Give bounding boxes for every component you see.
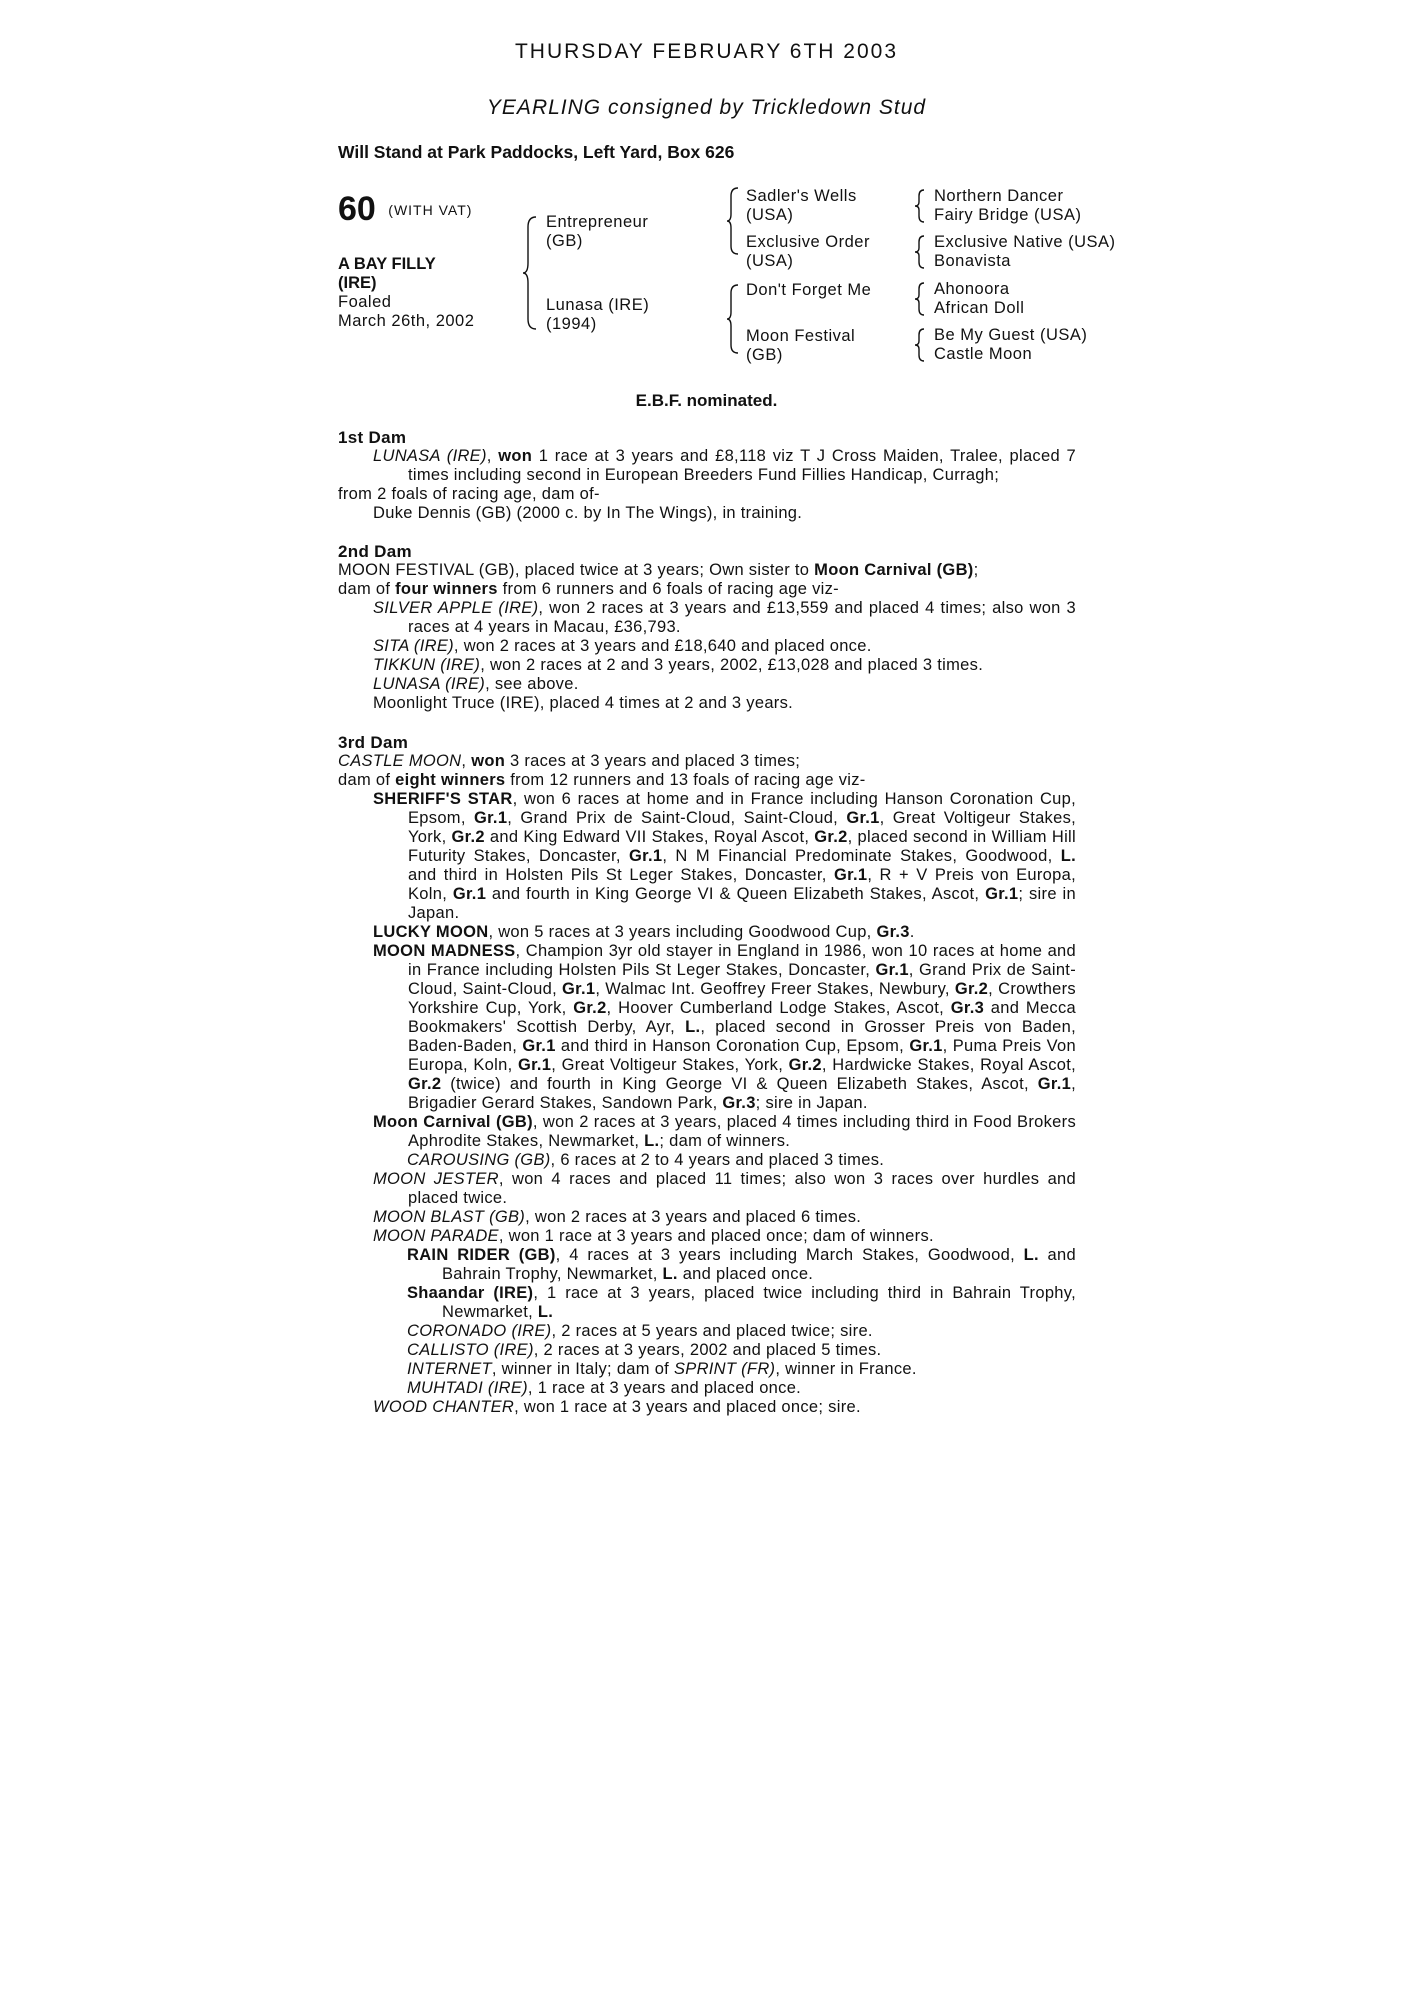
horse-name: LUNASA (IRE) bbox=[373, 447, 487, 465]
record-text: , 2 races at 3 years, 2002 and placed 5 times. bbox=[533, 1341, 882, 1359]
pedigree-brace-main bbox=[522, 215, 538, 331]
record-text: and King Edward VII Stakes, Royal Ascot, bbox=[484, 828, 815, 846]
grade: Gr.2 bbox=[408, 1075, 442, 1093]
produce-entry bbox=[338, 1284, 1076, 1322]
lot-number: 60 bbox=[338, 190, 376, 228]
record-text: ; sire in Japan. bbox=[755, 1094, 868, 1112]
pedigree-brace-sire bbox=[726, 186, 740, 256]
consignment-line: YEARLING consigned by Trickledown Stud bbox=[486, 96, 927, 119]
record-text: , won 2 races at 2 and 3 years, 2002, £13,028 and placed 3 times. bbox=[480, 656, 984, 674]
grade: Gr.1 bbox=[629, 847, 663, 865]
horse-name: SPRINT (FR) bbox=[673, 1360, 776, 1378]
horse-name: CALLISTO (IRE) bbox=[407, 1341, 534, 1359]
pedigree-dam bbox=[546, 296, 649, 334]
grade: L. bbox=[644, 1132, 660, 1150]
produce-entry bbox=[338, 1322, 1076, 1341]
grade: Gr.1 bbox=[517, 1056, 552, 1074]
horse-name-line2: (IRE) bbox=[338, 274, 377, 292]
produce-entry: Moonlight Truce (IRE), placed 4 times at 2 and 3 years. bbox=[373, 694, 794, 712]
record-text: dam of bbox=[338, 580, 396, 598]
record-text: , Hardwicke Stakes, Royal Ascot, bbox=[821, 1056, 1076, 1074]
foaled-date: March 26th, 2002 bbox=[338, 312, 475, 330]
record-text: , placed second in Grosser Preis von Baden, Baden-Baden, bbox=[408, 1018, 1076, 1055]
record-text: , Brigadier Gerard Stakes, Sandown Park, bbox=[408, 1075, 1076, 1112]
grade: L. bbox=[662, 1265, 678, 1283]
first-dam-foals: from 2 foals of racing age, dam of- bbox=[338, 485, 600, 503]
record-text: MOON FESTIVAL (GB), placed twice at 3 years; Own sister to bbox=[338, 561, 815, 579]
record-text: ; bbox=[973, 561, 979, 579]
pedigree-ggp-name: Exclusive Native (USA) bbox=[934, 233, 1116, 251]
record-text: , 4 races at 3 years including March Stakes, Goodwood, bbox=[555, 1246, 1024, 1264]
grade: L. bbox=[537, 1303, 554, 1321]
record-text: , won 2 races at 3 years, placed 4 times including third in Food Brokers Aphrodite Stakes, Newmarket, bbox=[408, 1113, 1076, 1150]
pedigree-dam-name: Lunasa (IRE) bbox=[546, 296, 650, 314]
horse-name: TIKKUN (IRE) bbox=[373, 656, 481, 674]
grade: Gr.3 bbox=[950, 999, 985, 1017]
horse-name: Moon Carnival (GB) bbox=[373, 1113, 533, 1131]
grade: Gr.3 bbox=[722, 1094, 756, 1112]
pedigree-sire-sire-name: Sadler's Wells bbox=[746, 187, 857, 205]
record-text: . bbox=[909, 923, 915, 941]
record-text: , won 4 races and placed 11 times; also won 3 races over hurdles and placed twice. bbox=[408, 1170, 1076, 1207]
horse-name-line1: A BAY FILLY bbox=[338, 255, 436, 273]
grade: Gr.3 bbox=[876, 923, 910, 941]
record-text: , 6 races at 2 to 4 years and placed 3 times. bbox=[550, 1151, 885, 1169]
pedigree-sire-sire bbox=[746, 187, 857, 225]
record-text: , won 1 race at 3 years and placed once; dam of winners. bbox=[498, 1227, 934, 1245]
horse-name: LUCKY MOON bbox=[373, 923, 489, 941]
horse-name: Shaandar (IRE) bbox=[407, 1284, 534, 1302]
record-text: , won 6 races at home and in France including Hanson Coronation Cup, Epsom, bbox=[408, 790, 1076, 827]
produce-entry bbox=[338, 942, 1076, 1113]
record-text: , won 2 races at 3 years and placed 6 times. bbox=[525, 1208, 862, 1226]
produce-entry bbox=[338, 790, 1076, 923]
first-dam-section bbox=[338, 428, 1076, 523]
grade: Gr.2 bbox=[573, 999, 607, 1017]
section-title: 3rd Dam bbox=[338, 733, 409, 752]
pedigree-ggp-name: Ahonoora bbox=[934, 280, 1010, 298]
pedigree-dam-sire-name: Don't Forget Me bbox=[746, 281, 872, 299]
record-text: , Champion 3yr old stayer in England in 1986, won 10 races at home and in France including Holsten Pils St Leger Stakes, Doncaster, bbox=[408, 942, 1076, 979]
produce-entry bbox=[338, 1379, 1076, 1398]
grade: Gr.1 bbox=[1037, 1075, 1072, 1093]
horse-name: MOON JESTER bbox=[373, 1170, 499, 1188]
pedigree-dam-dam-country: (GB) bbox=[746, 346, 783, 364]
horse-name: MOON MADNESS bbox=[373, 942, 516, 960]
produce-entry bbox=[338, 637, 1076, 656]
pedigree-brace-ggp4 bbox=[914, 327, 926, 363]
record-text: 3 races at 3 years and placed 3 times; bbox=[505, 752, 801, 770]
pedigree-brace-ggp1 bbox=[914, 188, 926, 224]
grade: Gr.1 bbox=[834, 866, 868, 884]
record-text: , winner in France. bbox=[775, 1360, 917, 1378]
horse-name: LUNASA (IRE) bbox=[373, 675, 486, 693]
horse-name: MUHTADI (IRE) bbox=[407, 1379, 528, 1397]
produce-entry bbox=[338, 675, 1076, 694]
sale-date: THURSDAY FEBRUARY 6TH 2003 bbox=[514, 40, 899, 63]
record-text: , N M Financial Predominate Stakes, Goodwood, bbox=[662, 847, 1061, 865]
record-text: and fourth in King George VI & Queen Elizabeth Stakes, Ascot, bbox=[486, 885, 986, 903]
grade: Gr.2 bbox=[451, 828, 485, 846]
produce-entry bbox=[338, 1113, 1076, 1151]
produce-entry bbox=[338, 1341, 1076, 1360]
record-text: , R + V Preis von Europa, Koln, bbox=[408, 866, 1077, 903]
record-text: , won 2 races at 3 years and £13,559 and placed 4 times; also won 3 races at 4 years in Macau, £36,793. bbox=[408, 599, 1077, 636]
grade: Gr.1 bbox=[909, 1037, 943, 1055]
pedigree-ggp-name: Northern Dancer bbox=[934, 187, 1064, 205]
pedigree-dam-dam-name: Moon Festival bbox=[746, 327, 856, 345]
won-label: won bbox=[471, 752, 506, 770]
grade: Gr.2 bbox=[814, 828, 848, 846]
record-text: ; dam of winners. bbox=[659, 1132, 791, 1150]
second-dam-dam-of bbox=[338, 580, 1076, 599]
horse-name: WOOD CHANTER bbox=[373, 1398, 515, 1416]
horse-name: Moon Carnival (GB) bbox=[814, 561, 974, 579]
lot-vat: (WITH VAT) bbox=[388, 201, 473, 218]
second-dam-intro bbox=[338, 561, 1076, 580]
winners-count: four winners bbox=[395, 580, 498, 598]
pedigree-dam-sire bbox=[746, 281, 871, 300]
horse-name: MOON BLAST (GB) bbox=[373, 1208, 526, 1226]
pedigree-ggp-name: Be My Guest (USA) bbox=[934, 326, 1088, 344]
pedigree-sire bbox=[546, 213, 648, 251]
foaled-label: Foaled bbox=[338, 293, 392, 311]
third-dam-section bbox=[338, 733, 1076, 1417]
horse-name: SHERIFF'S STAR bbox=[373, 790, 513, 808]
pedigree-dam-dam bbox=[746, 327, 855, 365]
produce-entry bbox=[338, 1398, 1076, 1417]
grade: L. bbox=[1060, 847, 1076, 865]
record-text: and Bahrain Trophy, Newmarket, bbox=[442, 1246, 1076, 1283]
grade: Gr.2 bbox=[788, 1056, 822, 1074]
pedigree-dam-year: (1994) bbox=[546, 315, 597, 333]
record-text: and third in Hanson Coronation Cup, Epsom, bbox=[555, 1037, 910, 1055]
grade: L. bbox=[685, 1018, 701, 1036]
pedigree-brace-ggp2 bbox=[914, 234, 926, 270]
record-text: , Great Voltigeur Stakes, York, bbox=[551, 1056, 789, 1074]
pedigree-sire-country: (GB) bbox=[546, 232, 583, 250]
record-text: 1 race at 3 years and £8,118 viz T J Cross Maiden, Tralee, placed bbox=[532, 447, 1060, 465]
grade: L. bbox=[1023, 1246, 1039, 1264]
record-text: , see above. bbox=[485, 675, 579, 693]
produce-entry bbox=[338, 656, 1076, 675]
grade: Gr.1 bbox=[473, 809, 508, 827]
record-text: , Crowthers Yorkshire Cup, York, bbox=[408, 980, 1076, 1017]
record-text: , Puma Preis Von Europa, Koln, bbox=[408, 1037, 1076, 1074]
grade: Gr.1 bbox=[562, 980, 596, 998]
pedigree-sire-dam-country: (USA) bbox=[746, 252, 794, 270]
record-text: from 12 runners and 13 foals of racing age viz- bbox=[505, 771, 866, 789]
record-text: 7 times including second in European Breeders Fund Fillies Handicap, Curragh; bbox=[408, 447, 1076, 484]
horse-name: MOON PARADE bbox=[373, 1227, 499, 1245]
record-text: , Great Voltigeur Stakes, York, bbox=[408, 809, 1077, 846]
grade: Gr.1 bbox=[846, 809, 880, 827]
pedigree-ggp-group3 bbox=[934, 280, 1024, 318]
horse-name: RAIN RIDER (GB) bbox=[407, 1246, 556, 1264]
record-text: and placed once. bbox=[677, 1265, 814, 1283]
pedigree-sire-sire-country: (USA) bbox=[746, 206, 794, 224]
third-dam-dam-of bbox=[338, 771, 1076, 790]
won-label: won bbox=[498, 447, 533, 465]
first-dam-produce: Duke Dennis (GB) (2000 c. by In The Wings), in training. bbox=[373, 504, 803, 522]
pedigree-brace-ggp3 bbox=[914, 281, 926, 317]
produce-entry bbox=[338, 923, 1076, 942]
winners-count: eight winners bbox=[395, 771, 506, 789]
grade: Gr.2 bbox=[954, 980, 989, 998]
record-text: , 1 race at 3 years and placed once. bbox=[527, 1379, 802, 1397]
record-text: , Grand Prix de Saint-Cloud, Saint-Cloud, bbox=[507, 809, 847, 827]
pedigree-ggp-group2 bbox=[934, 233, 1116, 271]
produce-entry bbox=[338, 1170, 1076, 1208]
horse-name: CASTLE MOON bbox=[338, 752, 462, 770]
horse-name: CORONADO (IRE) bbox=[407, 1322, 552, 1340]
horse-name: INTERNET bbox=[407, 1360, 492, 1378]
grade: Gr.1 bbox=[875, 961, 909, 979]
record-text: , won 1 race at 3 years and placed once; sire. bbox=[514, 1398, 861, 1416]
record-text: , won 5 races at 3 years including Goodwood Cup, bbox=[488, 923, 877, 941]
produce-entry bbox=[338, 599, 1076, 637]
produce-entry bbox=[338, 1360, 1076, 1379]
section-title: 2nd Dam bbox=[338, 542, 412, 561]
third-dam-record: CASTLE MOON, won 3 races at 3 years and placed 3 times; bbox=[338, 752, 801, 770]
record-text: , placed second in William Hill Futurity Stakes, Doncaster, bbox=[408, 828, 1076, 865]
record-text: ; sire in Japan. bbox=[408, 885, 1076, 922]
horse-name: SILVER APPLE (IRE) bbox=[373, 599, 539, 617]
pedigree-ggp-name: Fairy Bridge (USA) bbox=[934, 206, 1082, 224]
grade: Gr.1 bbox=[452, 885, 487, 903]
record-text: , winner in Italy; dam of bbox=[491, 1360, 674, 1378]
record-text: from 6 runners and 6 foals of racing age viz- bbox=[497, 580, 839, 598]
record-text: and Mecca Bookmakers' Scottish Derby, Ayr, bbox=[408, 999, 1077, 1036]
produce-entry bbox=[338, 1151, 1076, 1170]
pedigree-ggp-group1 bbox=[934, 187, 1081, 225]
pedigree-sire-dam bbox=[746, 233, 870, 271]
pedigree-ggp-group4 bbox=[934, 326, 1087, 364]
pedigree-sire-name: Entrepreneur bbox=[546, 213, 649, 231]
record-text: , won 2 races at 3 years and £18,640 and placed once. bbox=[453, 637, 872, 655]
pedigree-ggp-name: African Doll bbox=[934, 299, 1025, 317]
record-text: (twice) and fourth in King George VI & Queen Elizabeth Stakes, Ascot, bbox=[441, 1075, 1038, 1093]
grade: Gr.1 bbox=[522, 1037, 556, 1055]
grade: Gr.1 bbox=[985, 885, 1019, 903]
record-text: , Hoover Cumberland Lodge Stakes, Ascot, bbox=[606, 999, 951, 1017]
produce-entry bbox=[338, 1208, 1076, 1227]
lot-header bbox=[338, 190, 472, 229]
record-text: and third in Holsten Pils St Leger Stakes, Doncaster, bbox=[408, 866, 834, 884]
second-dam-section bbox=[338, 542, 1076, 713]
ebf-nomination: E.B.F. nominated. bbox=[635, 391, 778, 410]
record-text: dam of bbox=[338, 771, 396, 789]
section-title: 1st Dam bbox=[338, 428, 407, 447]
record-text: , 2 races at 5 years and placed twice; sire. bbox=[551, 1322, 873, 1340]
stand-location: Will Stand at Park Paddocks, Left Yard, Box 626 bbox=[338, 142, 735, 162]
pedigree-ggp-name: Castle Moon bbox=[934, 345, 1033, 363]
pedigree-sire-dam-name: Exclusive Order bbox=[746, 233, 870, 251]
produce-entry bbox=[338, 1227, 1076, 1246]
produce-entry bbox=[338, 1246, 1076, 1284]
horse-name: CAROUSING (GB) bbox=[407, 1151, 551, 1169]
record-text: , Grand Prix de Saint-Cloud, Saint-Cloud, bbox=[408, 961, 1076, 998]
horse-name: SITA (IRE) bbox=[373, 637, 454, 655]
first-dam-record: LUNASA (IRE), won 1 race at 3 years and £8,118 viz T J Cross Maiden, Tralee, placed 7 times including second in European Breeders Fund Fillies Handicap, Curragh; bbox=[373, 447, 1076, 484]
record-text: , Walmac Int. Geoffrey Freer Stakes, Newbury, bbox=[595, 980, 955, 998]
record-text: , 1 race at 3 years, placed twice including third in Bahrain Trophy, Newmarket, bbox=[442, 1284, 1076, 1321]
pedigree-brace-dam bbox=[726, 283, 740, 355]
pedigree-ggp-name: Bonavista bbox=[934, 252, 1011, 270]
horse-description bbox=[338, 255, 478, 331]
